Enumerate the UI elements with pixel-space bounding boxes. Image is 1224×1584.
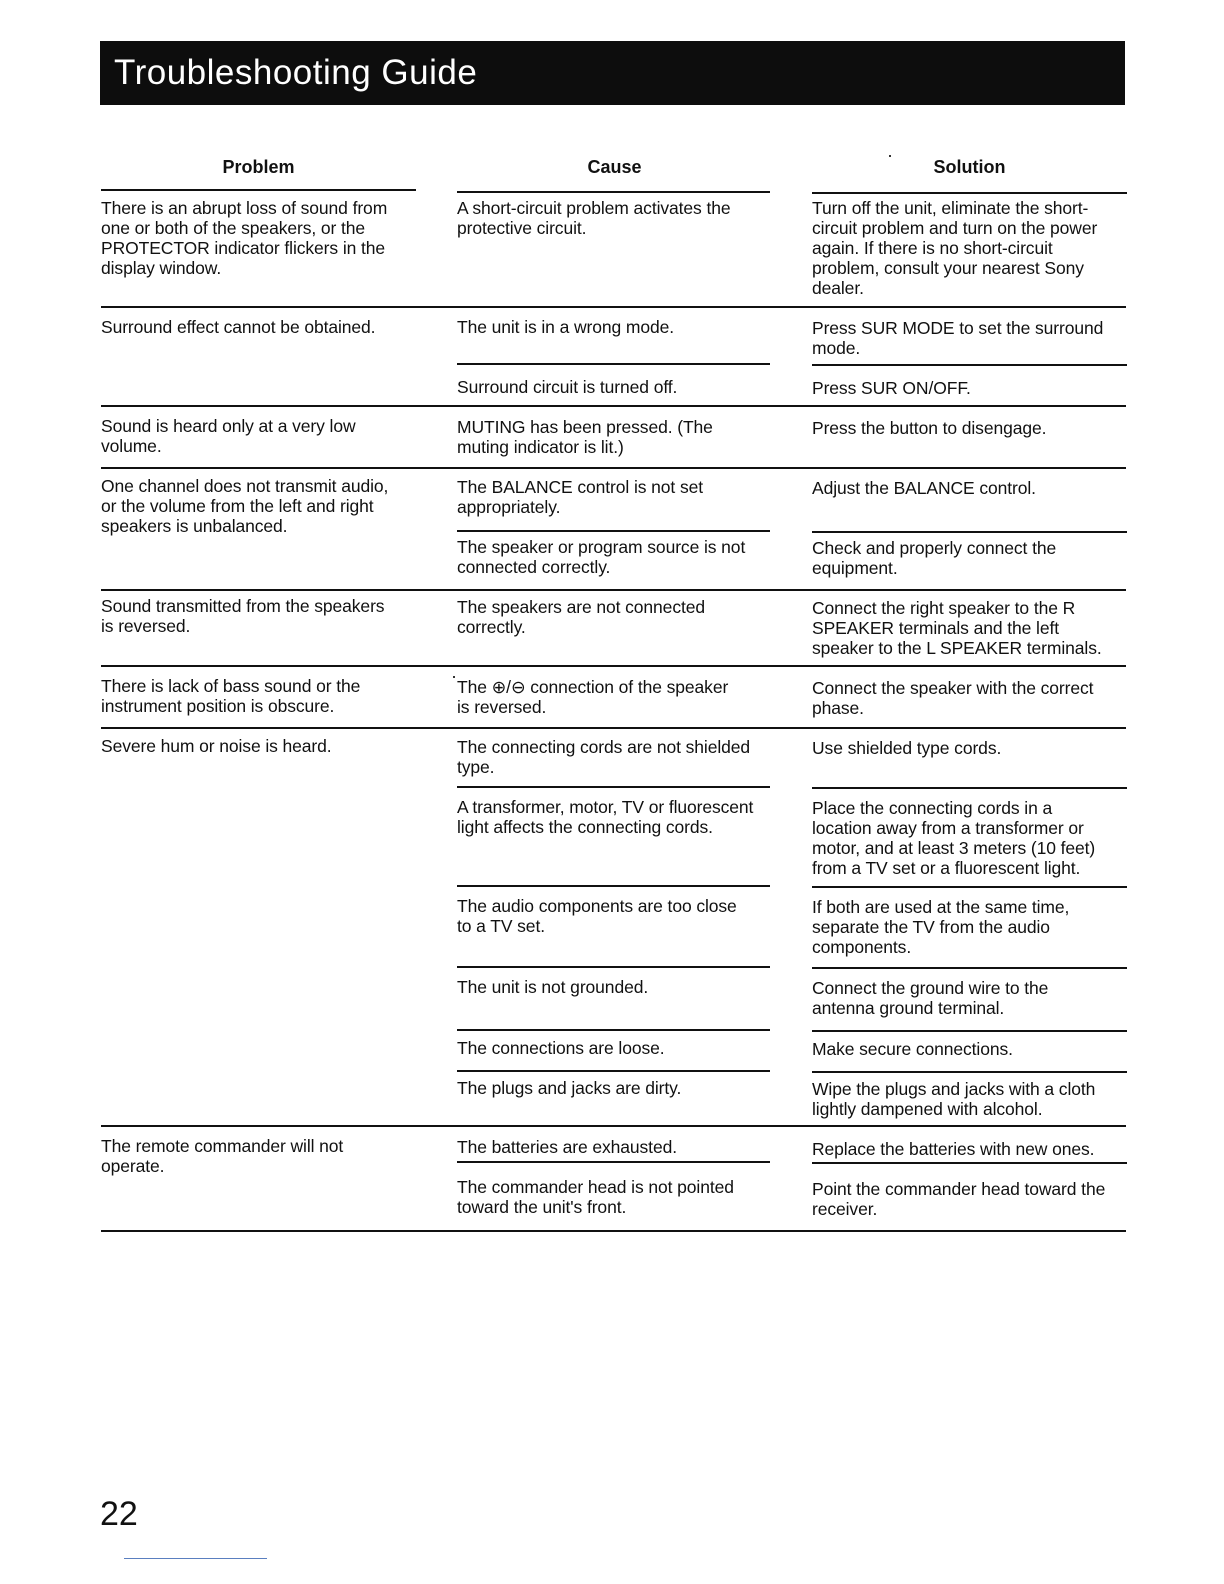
solution-divider bbox=[812, 886, 1127, 888]
solution-text: Press SUR MODE to set the surround mode. bbox=[812, 318, 1104, 358]
solution-text: Turn off the unit, eliminate the short- circuit problem and turn on the power again. If there is no short-circuit problem, consult your nearest Sony dealer. bbox=[812, 198, 1098, 298]
cause-divider bbox=[457, 1161, 770, 1163]
solution-divider bbox=[812, 967, 1127, 969]
cause-divider bbox=[457, 530, 770, 532]
cause-text: The speakers are not connected correctly. bbox=[457, 597, 705, 637]
solution-text: Check and properly connect the equipment. bbox=[812, 538, 1057, 578]
cause-divider bbox=[457, 885, 770, 887]
cause-text: Surround circuit is turned off. bbox=[457, 377, 678, 397]
header-rule-problem bbox=[101, 189, 416, 191]
solution-text: Press SUR ON/OFF. bbox=[812, 378, 971, 398]
cause-text: The batteries are exhausted. bbox=[457, 1137, 677, 1157]
solution-divider bbox=[812, 787, 1127, 789]
page-number: 22 bbox=[100, 1495, 138, 1533]
cause-text: The speaker or program source is not connected correctly. bbox=[457, 537, 746, 577]
column-header-solution: Solution bbox=[933, 157, 1006, 177]
cause-text: The unit is not grounded. bbox=[457, 977, 649, 997]
table-bottom-rule bbox=[101, 1230, 1126, 1232]
solution-text: Connect the right speaker to the R SPEAKER terminals and the left speaker to the L SPEAKER terminals. bbox=[812, 598, 1102, 658]
solution-divider bbox=[812, 1162, 1127, 1164]
bullet-dot bbox=[453, 676, 455, 678]
column-header-problem: Problem bbox=[222, 157, 295, 177]
solution-text: Use shielded type cords. bbox=[812, 738, 1002, 758]
solution-divider bbox=[812, 531, 1127, 533]
header-rule-solution bbox=[812, 192, 1127, 194]
solution-text: Adjust the BALANCE control. bbox=[812, 478, 1036, 498]
row-divider bbox=[101, 589, 1126, 591]
cause-divider bbox=[457, 1070, 770, 1072]
row-divider bbox=[101, 727, 1126, 729]
column-header-cause: Cause bbox=[587, 157, 642, 177]
solution-text: Wipe the plugs and jacks with a cloth lightly dampened with alcohol. bbox=[812, 1079, 1096, 1119]
cause-divider bbox=[457, 966, 770, 968]
problem-text: The remote commander will not operate. bbox=[101, 1136, 344, 1176]
cause-divider bbox=[457, 786, 770, 788]
solution-text: Point the commander head toward the receiver. bbox=[812, 1179, 1106, 1219]
problem-text: Surround effect cannot be obtained. bbox=[101, 317, 376, 337]
row-divider bbox=[101, 405, 1126, 407]
cause-text: The ⊕/⊖ connection of the speaker is reversed. bbox=[457, 677, 729, 717]
header-rule-cause bbox=[457, 191, 770, 193]
solution-divider bbox=[812, 364, 1127, 366]
solution-text: Press the button to disengage. bbox=[812, 418, 1047, 438]
cause-divider bbox=[457, 1029, 770, 1031]
cause-text: The BALANCE control is not set appropriately. bbox=[457, 477, 703, 517]
row-divider bbox=[101, 1125, 1126, 1127]
bottom-underline bbox=[124, 1558, 267, 1559]
cause-text: The connecting cords are not shielded type. bbox=[457, 737, 751, 777]
row-divider bbox=[101, 665, 1126, 667]
cause-text: MUTING has been pressed. (The muting indicator is lit.) bbox=[457, 417, 713, 457]
problem-text: Sound transmitted from the speakers is reversed. bbox=[101, 596, 385, 636]
problem-text: There is lack of bass sound or the instrument position is obscure. bbox=[101, 676, 361, 716]
cause-divider bbox=[457, 363, 770, 365]
solution-text: If both are used at the same time, separate the TV from the audio components. bbox=[812, 897, 1070, 957]
cause-text: The plugs and jacks are dirty. bbox=[457, 1078, 682, 1098]
cause-text: The audio components are too close to a TV set. bbox=[457, 896, 737, 936]
cause-text: The connections are loose. bbox=[457, 1038, 665, 1058]
page-title: Troubleshooting Guide bbox=[114, 53, 478, 92]
solution-divider bbox=[812, 1030, 1127, 1032]
problem-text: Severe hum or noise is heard. bbox=[101, 736, 332, 756]
problem-text: There is an abrupt loss of sound from one or both of the speakers, or the PROTECTOR indicator flickers in the display window. bbox=[101, 198, 388, 278]
solution-divider bbox=[812, 1071, 1127, 1073]
problem-text: One channel does not transmit audio, or the volume from the left and right speakers is unbalanced. bbox=[101, 476, 389, 536]
stray-dot bbox=[889, 155, 891, 157]
row-divider bbox=[101, 467, 1126, 469]
solution-text: Replace the batteries with new ones. bbox=[812, 1139, 1095, 1159]
cause-text: A short-circuit problem activates the protective circuit. bbox=[457, 198, 731, 238]
cause-text: The commander head is not pointed toward the unit's front. bbox=[457, 1177, 734, 1217]
cause-text: The unit is in a wrong mode. bbox=[457, 317, 675, 337]
solution-text: Connect the ground wire to the antenna ground terminal. bbox=[812, 978, 1049, 1018]
solution-text: Place the connecting cords in a location away from a transformer or motor, and at least 3 meters (10 feet) from a TV set or a fluorescent light. bbox=[812, 798, 1096, 878]
problem-text: Sound is heard only at a very low volume. bbox=[101, 416, 356, 456]
solution-text: Make secure connections. bbox=[812, 1039, 1013, 1059]
page-title-bar bbox=[100, 41, 1125, 105]
solution-text: Connect the speaker with the correct phase. bbox=[812, 678, 1094, 718]
row-divider bbox=[101, 306, 1126, 308]
cause-text: A transformer, motor, TV or fluorescent light affects the connecting cords. bbox=[457, 797, 754, 837]
